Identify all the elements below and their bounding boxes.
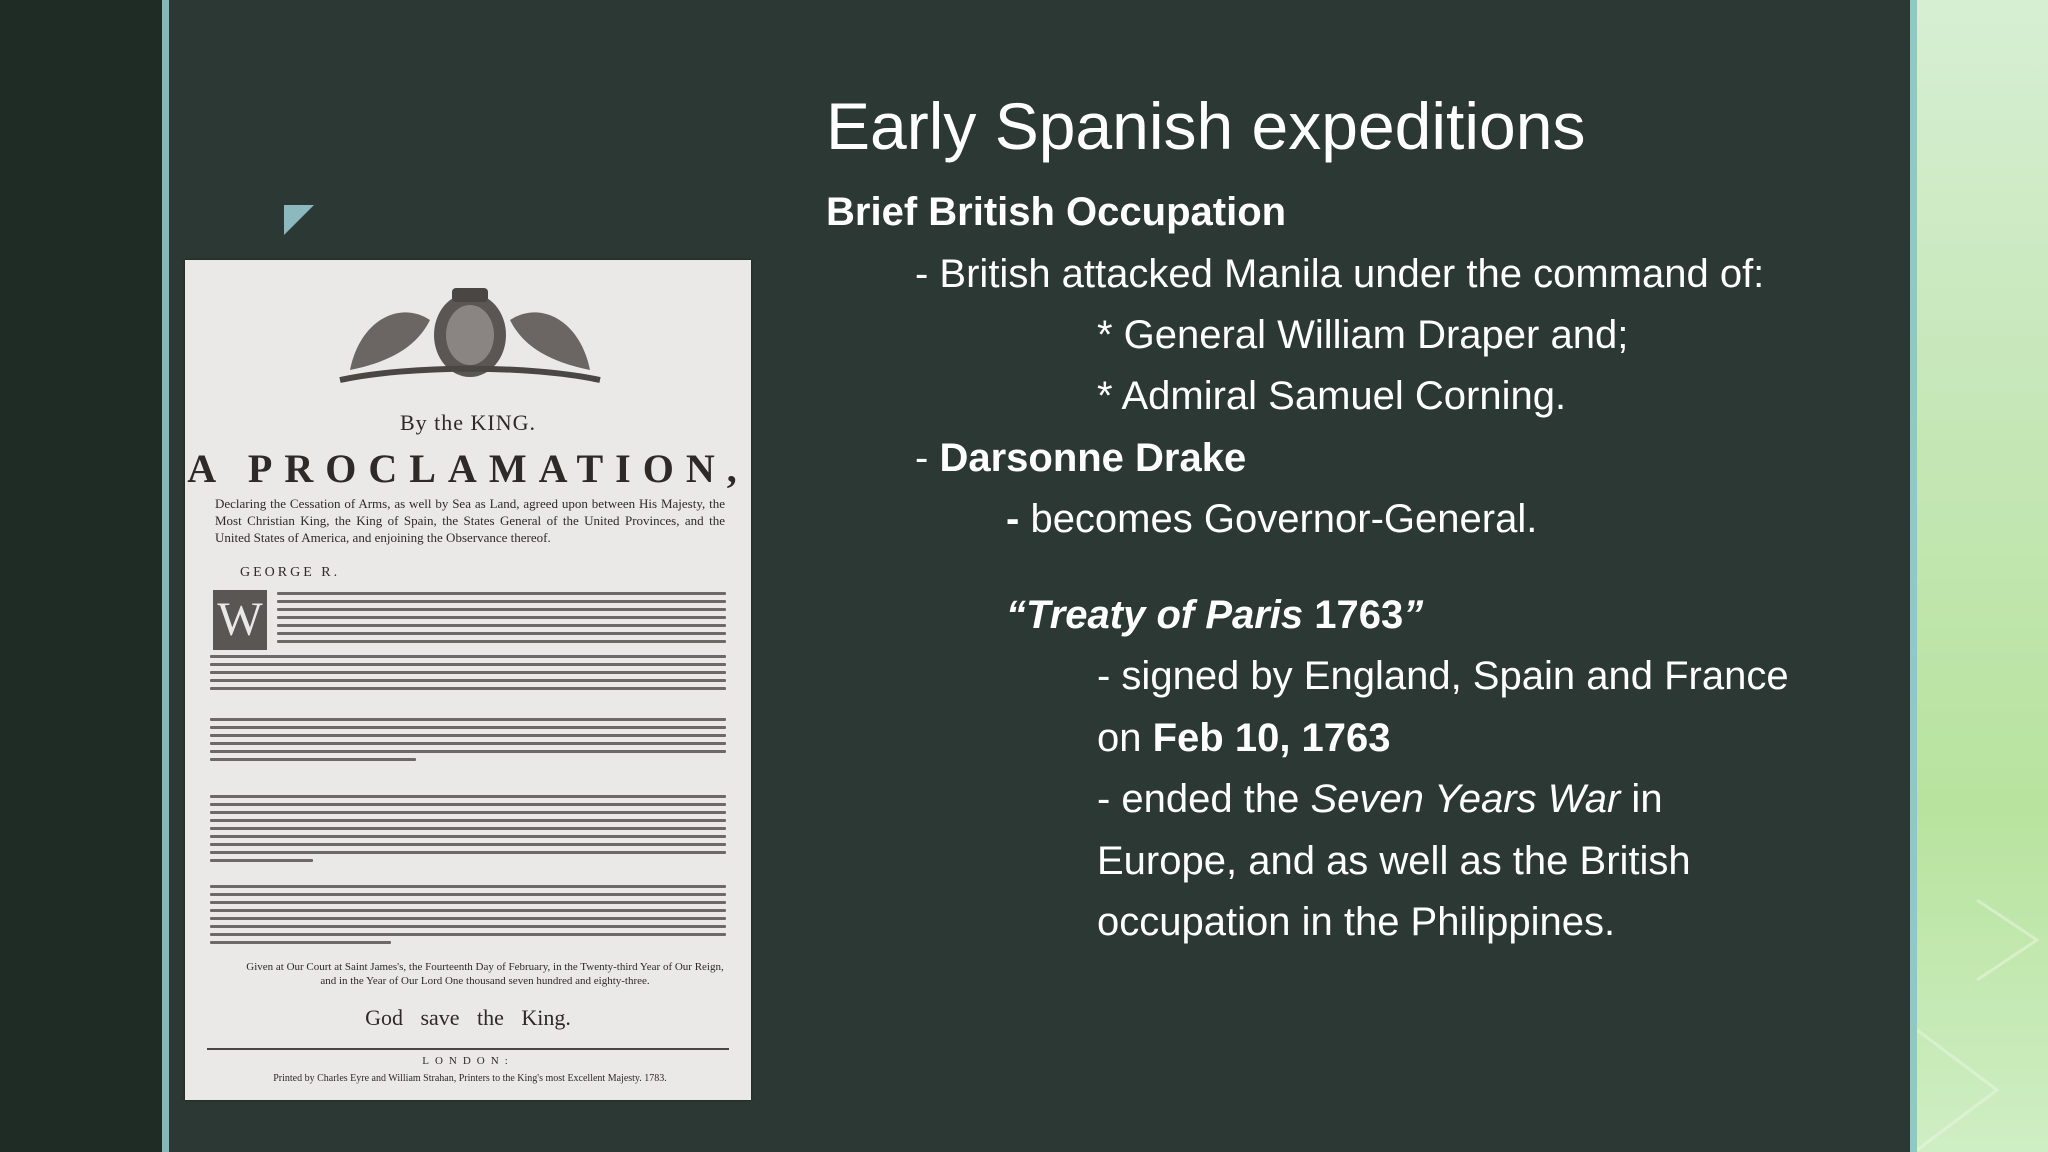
bullet-ended-war [1097,775,1663,823]
proclamation-god-save: God save the King. [365,1005,571,1030]
royal-crest-icon [330,280,610,390]
slide-title: Early Spanish expeditions [826,89,1586,163]
bullet-signed-date [1097,714,1391,762]
proclamation-body-text [210,655,726,695]
proclamation-george: GEORGE R. [240,565,341,580]
in-text: in [1620,777,1663,821]
proclamation-title: A PROCLAMATION, [187,446,749,491]
seven-years-war: Seven Years War [1310,777,1621,821]
proclamation-body-text [210,718,726,766]
dash-text: - [1006,497,1020,541]
treaty-year: 1763 [1314,593,1404,637]
proclamation-image [185,260,751,1100]
proclamation-divider [207,1048,729,1050]
proclamation-body-text [210,795,726,867]
left-margin-strip [0,0,162,1152]
left-accent-rule [162,0,169,1152]
right-decorative-gradient [1917,0,2048,1152]
proclamation-given-text: Given at Our Court at Saint James's, the Fourteenth Day of February, in the Twenty-third Year of Our Reign, and in the Year of Our Lord One thousand seven hundred and eighty-three. [246,961,724,987]
on-text: on [1097,716,1153,760]
bullet-admiral-corning: * Admiral Samuel Corning. [1097,374,1567,418]
governor-general-text: becomes Governor-General. [1019,497,1538,541]
bullet-darsonne-drake [915,434,1246,482]
dash-text: - [915,436,940,480]
triangle-corner-icon [284,205,314,235]
proclamation-declaring-text: Declaring the Cessation of Arms, as well by Sea as Land, agreed upon between His Majesty, the Most Christian King, the King of Spain, the States General of the United Provinces, and the United States of America, and enjoining the Observance thereof. [215,496,725,545]
treaty-close-quote: ” [1403,593,1424,637]
treaty-heading [1006,591,1423,639]
proclamation-dropcap: W [213,590,267,650]
right-accent-rule [1910,0,1917,1152]
treaty-name: “Treaty of Paris [1006,593,1315,637]
bullet-signed-by: - signed by England, Spain and France [1097,654,1789,698]
ended-the-text: - ended the [1097,777,1311,821]
proclamation-body-text [210,885,726,949]
proclamation-by-the-king: By the KING. [399,410,537,435]
proclamation-body-text [277,592,726,648]
bullet-governor-general [1006,495,1537,543]
darsonne-drake-name: Darsonne Drake [939,436,1247,480]
bullet-europe-line: Europe, and as well as the British [1097,839,1691,883]
treaty-date: Feb 10, 1763 [1152,716,1391,760]
bullet-british-attacked: - British attacked Manila under the command of: [915,252,1765,296]
proclamation-london: LONDON: [422,1055,514,1067]
section-heading: Brief British Occupation [826,190,1287,234]
bullet-philippines-line: occupation in the Philippines. [1097,900,1616,944]
bullet-general-draper: * General William Draper and; [1097,313,1629,357]
decorative-chevron-icon [1917,0,2048,1152]
proclamation-printer: Printed by Charles Eyre and William Strahan, Printers to the King's most Excellent Majesty. 1783. [273,1073,667,1084]
